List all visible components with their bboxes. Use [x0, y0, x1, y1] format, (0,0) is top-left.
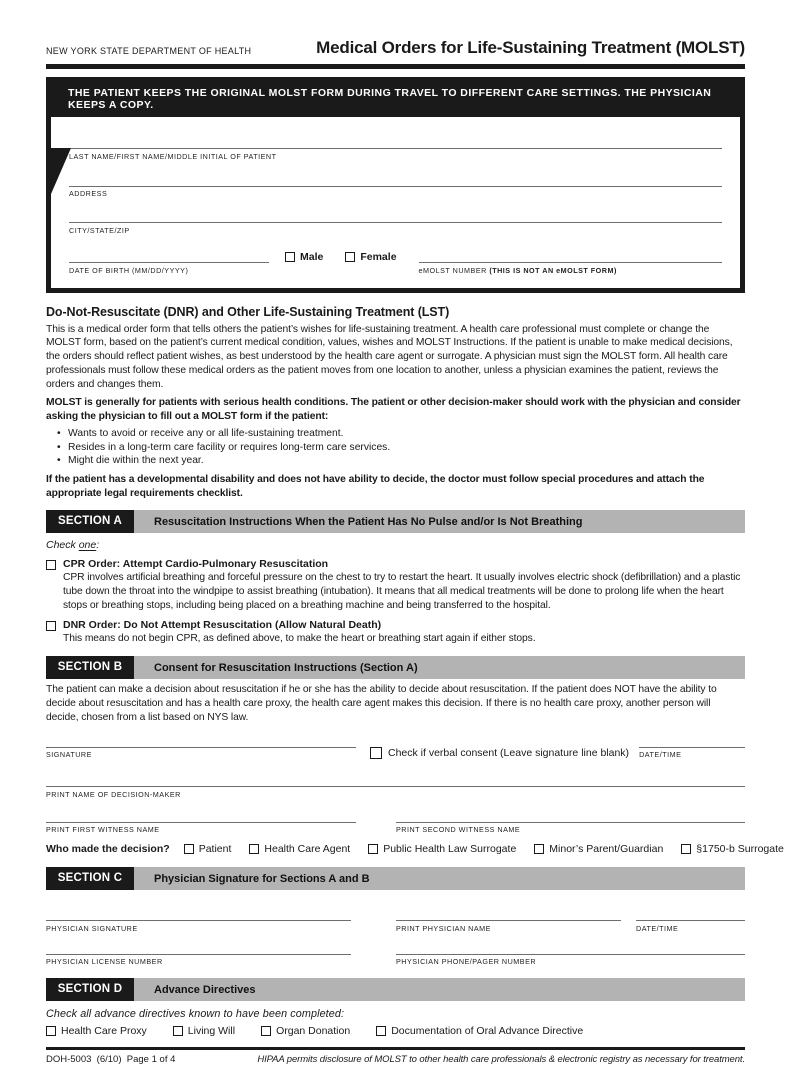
dnr-order-checkbox[interactable] [46, 621, 56, 631]
patient-fields [51, 148, 740, 288]
dnr-order-text [63, 619, 536, 646]
oral-advance-directive-label: Documentation of Oral Advance Directive [391, 1025, 584, 1038]
page-header [46, 38, 745, 58]
emolst-input-line[interactable] [419, 262, 722, 263]
agency-name: NEW YORK STATE DEPARTMENT OF HEALTH [46, 46, 252, 56]
physician-license-row [46, 954, 745, 967]
signature-field[interactable] [46, 747, 356, 760]
print-physician-name-label: PRINT PHYSICIAN NAME [396, 923, 491, 933]
who-option-1750b-surrogate[interactable] [681, 843, 784, 855]
developmental-disability-note: If the patient has a developmental disability and does not have ability to decide, the doctor must follow special procedures and attach the appropriate legal requirements checklist. [46, 473, 705, 499]
health-care-agent-option-label: Health Care Agent [264, 843, 351, 856]
corner-notch-decoration [51, 148, 71, 194]
check-one-word: one [78, 539, 97, 552]
who-option-health-care-agent[interactable] [249, 843, 350, 855]
hipaa-disclosure-note: HIPAA permits disclosure of MOLST to other health care professionals & electronic registry as necessary for treatment. [257, 1054, 745, 1065]
minors-parent-guardian-checkbox[interactable] [534, 844, 544, 854]
dob-input-line[interactable] [69, 262, 269, 263]
public-health-law-surrogate-option-label: Public Health Law Surrogate [383, 843, 517, 856]
consent-signature-row [46, 747, 745, 760]
address-field[interactable] [69, 186, 722, 199]
signature-label: SIGNATURE [46, 750, 92, 760]
patient-option-label: Patient [198, 843, 232, 856]
second-witness-label: PRINT SECOND WITNESS NAME [396, 825, 521, 835]
decision-maker-label: PRINT NAME OF DECISION-MAKER [46, 789, 181, 799]
first-witness-field[interactable] [46, 822, 356, 835]
signature-input-line[interactable] [46, 747, 356, 748]
dob-gender-emolst-row [69, 251, 722, 275]
health-care-agent-checkbox[interactable] [249, 844, 259, 854]
city-state-zip-label: CITY/STATE/ZIP [69, 225, 130, 235]
section-c-title: Physician Signature for Sections A and B [134, 867, 745, 890]
section-d-header [46, 978, 745, 1001]
check-one-prefix: Check [46, 539, 76, 552]
form-number-page-count: DOH-5003 (6/10) Page 1 of 4 [46, 1054, 176, 1065]
section-d-label: SECTION D [46, 978, 134, 1001]
section-b-header [46, 656, 745, 679]
check-one-instruction [46, 539, 745, 551]
verbal-consent-option[interactable] [370, 747, 629, 759]
dnr-order-option [46, 619, 745, 646]
header-rule [46, 64, 745, 69]
female-label: Female [360, 250, 397, 263]
first-witness-label: PRINT FIRST WITNESS NAME [46, 825, 160, 835]
dnr-order-description: This means do not begin CPR, as defined above, to make the heart or breathing start again if either stops. [63, 633, 536, 645]
organ-donation-option[interactable] [261, 1025, 350, 1037]
cpr-order-checkbox[interactable] [46, 560, 56, 570]
living-will-checkbox[interactable] [173, 1026, 183, 1036]
second-witness-field[interactable] [396, 822, 745, 835]
1750b-surrogate-checkbox[interactable] [681, 844, 691, 854]
section-c-header [46, 867, 745, 890]
bullet-item: • Might die within the next year. [46, 454, 745, 468]
gender-checkbox-group [285, 251, 397, 263]
address-input-line[interactable] [69, 186, 722, 187]
section-a-title: Resuscitation Instructions When the Patient Has No Pulse and/or Is Not Breathing [134, 510, 745, 533]
male-label: Male [300, 250, 324, 263]
intro-bullet-list [46, 427, 745, 468]
section-b-label: SECTION B [46, 656, 134, 679]
intro-paragraph-2: MOLST is generally for patients with serious health conditions. The patient or other decision-maker should work with the physician and consider asking the physician to fill out a MOLST form if the patient: [46, 397, 741, 423]
dob-label: DATE OF BIRTH (MM/DD/YYYY) [69, 265, 189, 275]
emolst-label [419, 266, 722, 275]
patient-checkbox[interactable] [184, 844, 194, 854]
physician-datetime-label: DATE/TIME [636, 923, 679, 933]
consent-datetime-label: DATE/TIME [639, 750, 682, 760]
check-one-suffix: : [96, 539, 100, 552]
patient-info-box [46, 77, 745, 293]
emolst-note-text: (THIS IS NOT AN eMOLST FORM) [489, 265, 617, 275]
advance-directives-row [46, 1025, 745, 1037]
physician-signature-field[interactable] [46, 920, 351, 933]
organ-donation-label: Organ Donation [276, 1025, 351, 1038]
section-c-label: SECTION C [46, 867, 134, 890]
who-option-patient[interactable] [184, 843, 232, 855]
physician-phone-field[interactable] [396, 954, 745, 967]
physician-license-field[interactable] [46, 954, 351, 967]
dnr-lst-heading: Do-Not-Resuscitate (DNR) and Other Life-Sustaining Treatment (LST) [46, 304, 450, 319]
emolst-number-field[interactable] [419, 262, 722, 275]
physician-license-label: PHYSICIAN LICENSE NUMBER [46, 957, 163, 967]
city-state-zip-input-line[interactable] [69, 222, 722, 223]
physician-signature-label: PHYSICIAN SIGNATURE [46, 923, 138, 933]
emolst-label-text: eMOLST NUMBER [418, 265, 487, 275]
verbal-consent-checkbox[interactable] [370, 747, 382, 759]
city-state-zip-field[interactable] [69, 222, 722, 235]
physician-license-input-line[interactable] [46, 954, 351, 955]
physician-signature-row [46, 920, 745, 933]
living-will-option[interactable] [173, 1025, 235, 1037]
male-option[interactable] [285, 251, 323, 263]
female-option[interactable] [345, 251, 396, 263]
living-will-label: Living Will [187, 1025, 236, 1038]
physician-phone-input-line[interactable] [396, 954, 745, 955]
physician-signature-input-line[interactable] [46, 920, 351, 921]
intro-paragraph-1: This is a medical order form that tells others the patient’s wishes for life-sustaining treatment. A health care professional must complete or change the MOLST form, based on the patient’s current medical condition, values, wishes and MOLST Instructions. If the patient is unable to make medical decisions, the orders should reflect patient wishes, as best understood by the health care agent or surrogate. A physician must sign the MOLST form. All health care professionals must follow these medical orders as the patient moves from one location to another, unless a physician examines the patient, reviews the orders and changes them. [46, 323, 733, 390]
who-made-decision-question: Who made the decision? [46, 843, 170, 856]
patient-name-label: LAST NAME/FIRST NAME/MIDDLE INITIAL OF PATIENT [69, 151, 277, 161]
1750b-surrogate-option-label: §1750-b Surrogate [696, 843, 784, 856]
travel-notice-banner: THE PATIENT KEEPS THE ORIGINAL MOLST FORM DURING TRAVEL TO DIFFERENT CARE SETTINGS. THE PHYSICIAN KEEPS A COPY. [51, 82, 740, 117]
patient-name-input-line[interactable] [69, 148, 722, 149]
physician-phone-label: PHYSICIAN PHONE/PAGER NUMBER [396, 957, 537, 967]
organ-donation-checkbox[interactable] [261, 1026, 271, 1036]
oral-advance-directive-option[interactable] [376, 1025, 583, 1037]
male-checkbox[interactable] [285, 252, 295, 262]
female-checkbox[interactable] [345, 252, 355, 262]
section-b-paragraph: The patient can make a decision about resuscitation if he or she has the ability to decide about resuscitation. If the patient does NOT have the ability to decide about resuscitation and has a health care proxy, the health care agent makes this decision. If there is no health care proxy, another person will decide, chosen from a list based on NYS law. [46, 684, 717, 723]
section-d-title: Advance Directives [134, 978, 745, 1001]
footer-rule [46, 1047, 745, 1050]
bullet-item: • Resides in a long-term care facility or requires long-term care services. [46, 441, 745, 455]
health-care-proxy-label: Health Care Proxy [61, 1025, 147, 1038]
physician-datetime-field[interactable] [636, 920, 745, 933]
page-footer [46, 1054, 745, 1065]
advance-directives-instruction: Check all advance directives known to have been completed: [46, 1008, 345, 1021]
verbal-consent-label: Check if verbal consent (Leave signature line blank) [388, 747, 630, 760]
cpr-order-option [46, 558, 745, 612]
witness-row [46, 822, 745, 835]
consent-datetime-input-line[interactable] [639, 747, 745, 748]
section-a-label: SECTION A [46, 510, 134, 533]
bullet-item: • Wants to avoid or receive any or all life-sustaining treatment. [46, 427, 745, 441]
decision-maker-field[interactable] [46, 786, 745, 799]
decision-maker-input-line[interactable] [46, 786, 745, 787]
who-option-minors-parent-guardian[interactable] [534, 843, 663, 855]
patient-name-field[interactable] [69, 148, 722, 161]
address-label: ADDRESS [69, 189, 108, 198]
dob-field[interactable] [69, 262, 269, 275]
section-b-title: Consent for Resuscitation Instructions (Section A) [134, 656, 745, 679]
print-physician-name-field[interactable] [396, 920, 621, 933]
section-a-header [46, 510, 745, 533]
physician-datetime-input-line[interactable] [636, 920, 745, 921]
consent-datetime-field[interactable] [639, 747, 745, 760]
first-witness-input-line[interactable] [46, 822, 356, 823]
print-physician-name-input-line[interactable] [396, 920, 621, 921]
cpr-order-title: CPR Order: Attempt Cardio-Pulmonary Resuscitation [63, 558, 329, 571]
second-witness-input-line[interactable] [396, 822, 745, 823]
oral-advance-directive-checkbox[interactable] [376, 1026, 386, 1036]
cpr-order-text [63, 558, 745, 612]
health-care-proxy-checkbox[interactable] [46, 1026, 56, 1036]
health-care-proxy-option[interactable] [46, 1025, 147, 1037]
cpr-order-description: CPR involves artificial breathing and forceful pressure on the chest to try to restart the heart. It usually involves electric shock (defibrillation) and a plastic tube down the throat into the windpipe to assist breathing (intubation). It means that all medical treatments will be done to prolong life when the heart stops or breathing stops, including being placed on a breathing machine and being transferred to the hospital. [63, 572, 741, 611]
page-title: Medical Orders for Life-Sustaining Treatment (MOLST) [316, 38, 745, 57]
minors-parent-guardian-option-label: Minor’s Parent/Guardian [549, 843, 664, 856]
public-health-law-surrogate-checkbox[interactable] [368, 844, 378, 854]
who-made-decision-row [46, 843, 784, 856]
dnr-order-title: DNR Order: Do Not Attempt Resuscitation (Allow Natural Death) [63, 619, 382, 632]
who-option-public-health-law-surrogate[interactable] [368, 843, 516, 855]
